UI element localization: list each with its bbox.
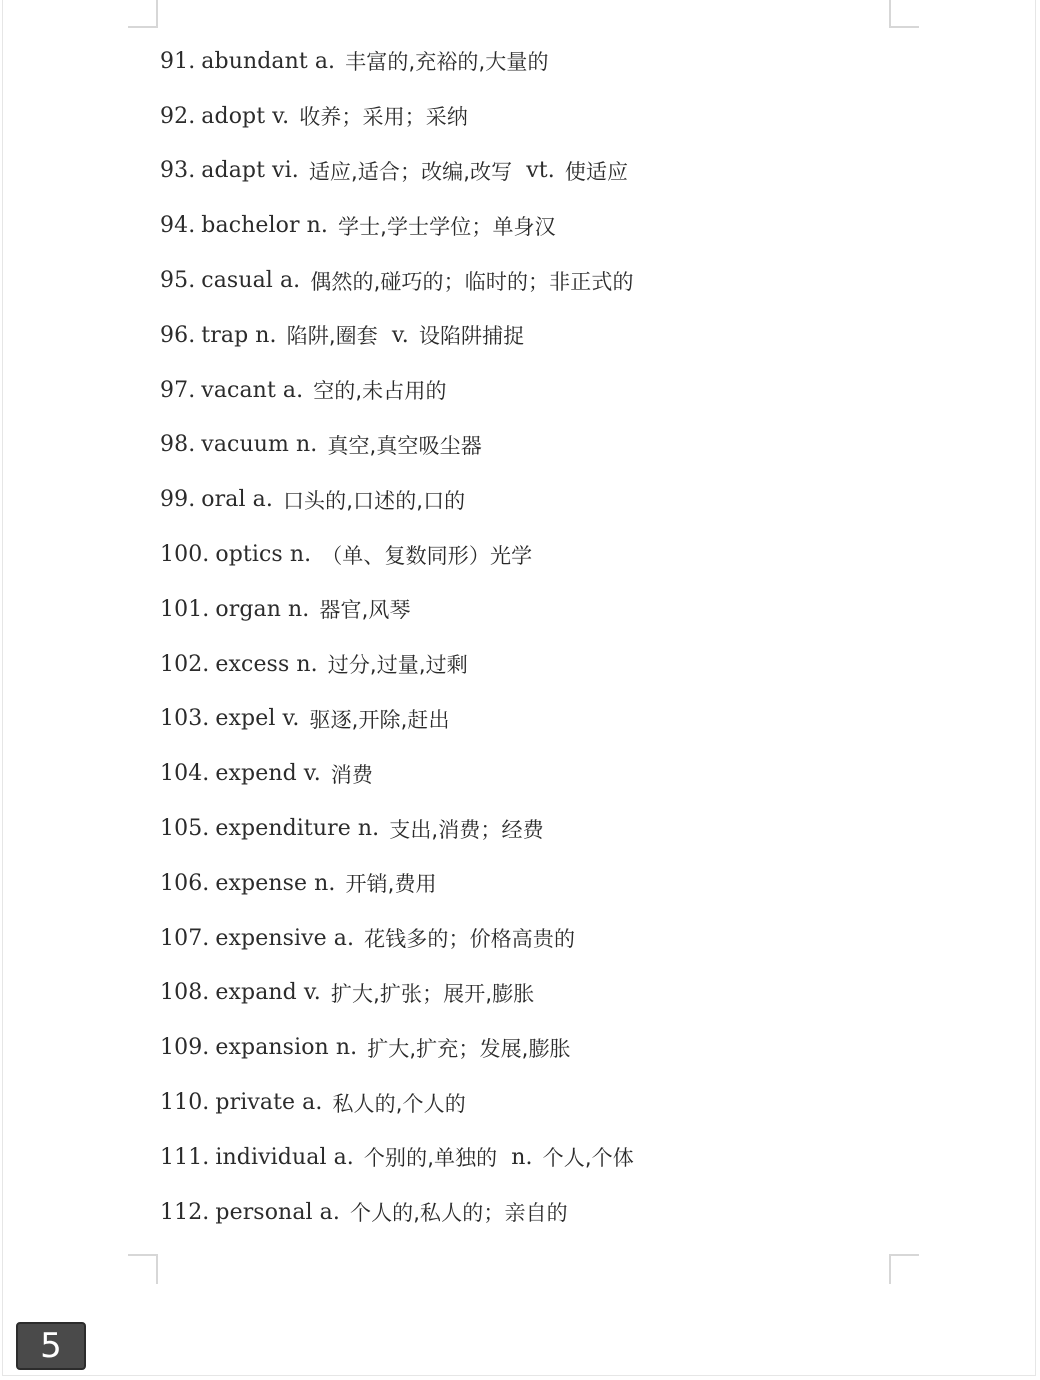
entry-word: expensive <box>215 925 327 951</box>
entry-meaning: （单、复数同形）光学 <box>321 543 533 568</box>
vocab-entry <box>160 1020 634 1075</box>
entry-number: 94. <box>160 213 196 239</box>
vocab-entry <box>160 253 634 308</box>
entry-meaning: 驱逐,开除,赶出 <box>309 707 450 732</box>
entry-meaning: 适应,适合；改编,改写 <box>308 159 513 184</box>
vocab-entry <box>160 363 634 418</box>
entry-word: oral <box>201 487 246 513</box>
crop-mark-top-right <box>889 0 919 28</box>
entry-number: 104. <box>160 761 210 787</box>
entry-number: 95. <box>160 268 196 294</box>
entry-meaning: 私人的,个人的 <box>332 1091 466 1116</box>
entry-meaning: 支出,消费；经费 <box>389 817 544 842</box>
entry-meaning: 过分,过量,过剩 <box>327 653 468 678</box>
entry-part-of-speech: a. <box>319 1199 340 1225</box>
vocab-entry <box>160 527 634 582</box>
entry-part-of-speech: vi. <box>272 158 299 184</box>
vocab-entry <box>160 89 634 144</box>
entry-part-of-speech: n. <box>288 596 310 622</box>
entry-meaning: 开销,费用 <box>345 872 437 897</box>
entry-word: adapt <box>201 158 266 184</box>
entry-part-of-speech: a. <box>252 487 273 513</box>
vocabulary-list <box>160 34 634 1240</box>
vocab-entry <box>160 198 634 253</box>
entry-number: 111. <box>160 1144 210 1170</box>
entry-word: organ <box>215 596 282 622</box>
entry-number: 91. <box>160 48 196 74</box>
vocab-entry <box>160 472 634 527</box>
entry-second-part-of-speech: n. <box>511 1144 533 1170</box>
entry-second-meaning: 个人,个体 <box>542 1146 634 1171</box>
vocab-entry <box>160 144 634 199</box>
entry-number: 100. <box>160 542 210 568</box>
entry-meaning: 空的,未占用的 <box>313 379 447 404</box>
entry-number: 112. <box>160 1199 210 1225</box>
entry-meaning: 个别的,单独的 <box>363 1146 498 1171</box>
entry-word: vacuum <box>201 432 289 458</box>
crop-mark-top-left <box>128 0 158 28</box>
entry-number: 110. <box>160 1090 210 1116</box>
entry-part-of-speech: v. <box>272 103 290 129</box>
entry-word: expenditure <box>215 816 351 842</box>
entry-meaning: 学士,学士学位；单身汉 <box>337 214 556 239</box>
vocab-entry <box>160 966 634 1021</box>
entry-number: 98. <box>160 432 196 458</box>
entry-part-of-speech: n. <box>295 432 318 458</box>
entry-part-of-speech: a. <box>333 925 355 951</box>
entry-meaning: 器官,风琴 <box>319 598 411 623</box>
entry-second-part-of-speech: v. <box>391 322 409 348</box>
entry-word: expansion <box>215 1035 329 1061</box>
vocab-entry <box>160 1185 634 1240</box>
entry-part-of-speech: a. <box>302 1090 323 1116</box>
vocab-entry <box>160 637 634 692</box>
entry-number: 101. <box>160 596 210 622</box>
entry-number: 102. <box>160 651 210 677</box>
vocab-entry <box>160 308 634 363</box>
entry-number: 103. <box>160 706 210 732</box>
entry-word: optics <box>215 542 283 568</box>
crop-mark-bottom-left <box>128 1254 158 1284</box>
entry-part-of-speech: v. <box>303 980 321 1006</box>
entry-meaning: 花钱多的；价格高贵的 <box>364 927 576 952</box>
entry-meaning: 偶然的,碰巧的；临时的；非正式的 <box>310 269 634 294</box>
entry-part-of-speech: n. <box>255 322 277 348</box>
entry-word: personal <box>215 1199 313 1225</box>
entry-part-of-speech: v. <box>282 706 300 732</box>
entry-meaning: 口头的,口述的,口的 <box>282 488 466 513</box>
entry-part-of-speech: v. <box>303 761 321 787</box>
entry-meaning: 消费 <box>330 762 373 787</box>
entry-word: excess <box>215 651 290 677</box>
entry-meaning: 收养；采用；采纳 <box>299 105 468 130</box>
entry-second-meaning: 设陷阱捕捉 <box>418 324 525 349</box>
entry-word: expand <box>215 980 297 1006</box>
crop-mark-bottom-right <box>889 1254 919 1284</box>
entry-meaning: 丰富的,充裕的,大量的 <box>345 50 549 75</box>
entry-part-of-speech: n. <box>289 542 312 568</box>
vocab-entry <box>160 1075 634 1130</box>
vocab-entry <box>160 418 634 473</box>
entry-meaning: 扩大,扩充；发展,膨胀 <box>367 1036 571 1061</box>
vocab-entry <box>160 856 634 911</box>
entry-part-of-speech: a. <box>282 377 304 403</box>
entry-meaning: 真空,真空吸尘器 <box>327 433 482 458</box>
vocab-entry <box>160 801 634 856</box>
entry-word: expense <box>215 870 308 896</box>
entry-part-of-speech: n. <box>357 816 380 842</box>
entry-number: 93. <box>160 158 196 184</box>
entry-part-of-speech: n. <box>306 213 328 239</box>
entry-word: vacant <box>201 377 276 403</box>
entry-number: 108. <box>160 980 210 1006</box>
entry-number: 92. <box>160 103 196 129</box>
entry-part-of-speech: a. <box>314 48 336 74</box>
entry-meaning: 陷阱,圈套 <box>286 324 378 349</box>
entry-number: 106. <box>160 870 210 896</box>
entry-word: expend <box>215 761 297 787</box>
entry-number: 109. <box>160 1035 210 1061</box>
vocab-entry <box>160 1130 634 1185</box>
vocab-entry <box>160 692 634 747</box>
entry-word: casual <box>201 268 273 294</box>
entry-word: trap <box>201 322 249 348</box>
vocab-entry <box>160 911 634 966</box>
vocab-entry <box>160 34 634 89</box>
vocab-entry <box>160 582 634 637</box>
entry-second-meaning: 使适应 <box>564 159 629 184</box>
entry-number: 107. <box>160 925 210 951</box>
entry-number: 96. <box>160 322 196 348</box>
entry-part-of-speech: n. <box>296 651 318 677</box>
vocab-entry <box>160 746 634 801</box>
entry-part-of-speech: n. <box>314 870 336 896</box>
entry-number: 99. <box>160 487 196 513</box>
entry-meaning: 扩大,扩张；展开,膨胀 <box>330 981 535 1006</box>
entry-word: expel <box>215 706 276 732</box>
entry-word: private <box>215 1090 296 1116</box>
entry-word: bachelor <box>201 213 300 239</box>
entry-meaning: 个人的,私人的；亲自的 <box>349 1201 568 1226</box>
entry-part-of-speech: a. <box>279 268 301 294</box>
page-number-badge[interactable]: 5 <box>16 1322 86 1370</box>
entry-number: 97. <box>160 377 196 403</box>
entry-part-of-speech: n. <box>335 1035 358 1061</box>
entry-part-of-speech: a. <box>333 1144 354 1170</box>
entry-word: abundant <box>201 48 308 74</box>
entry-word: individual <box>215 1144 327 1170</box>
entry-second-part-of-speech: vt. <box>526 158 555 184</box>
entry-word: adopt <box>201 103 266 129</box>
entry-number: 105. <box>160 816 210 842</box>
